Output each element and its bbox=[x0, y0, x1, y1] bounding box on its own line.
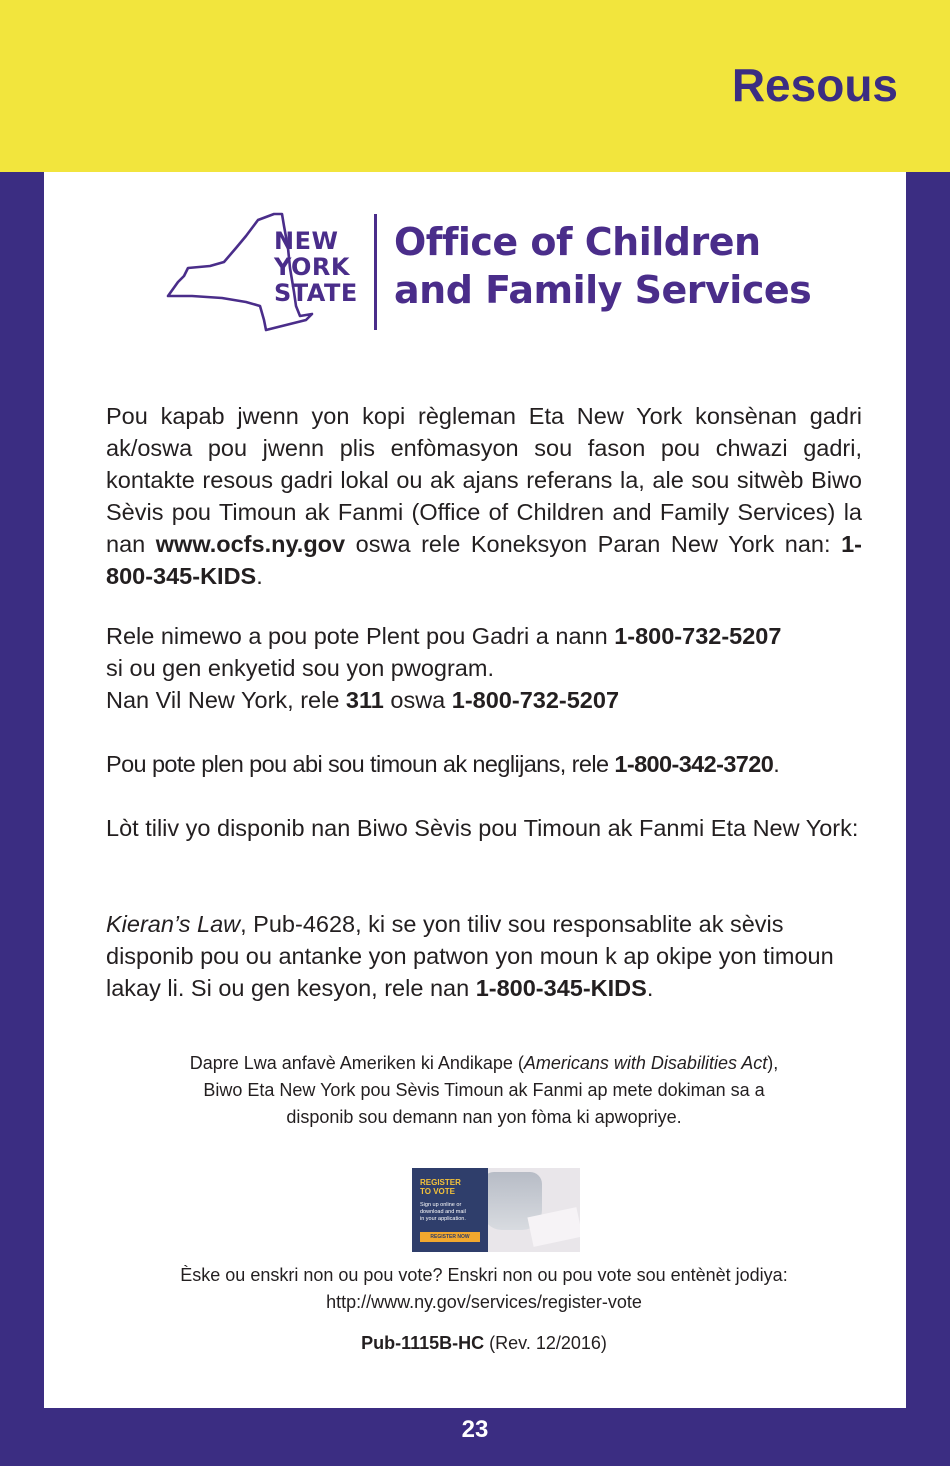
phone-number: 1-800-342-3720 bbox=[614, 751, 774, 777]
paragraph-other-booklets: Lòt tiliv yo disponib nan Biwo Sèvis pou Timoun ak Fanmi Eta New York: bbox=[106, 815, 859, 841]
header-bar bbox=[0, 0, 950, 172]
paragraph-abuse-hotline: Pou pote plen pou abi sou timoun ak neglijans, rele 1-800-342-3720. bbox=[106, 751, 780, 777]
logo-state-name: NEW YORK STATE bbox=[274, 227, 358, 307]
register-now-button[interactable]: REGISTER NOW bbox=[420, 1232, 480, 1242]
phone-number: 1-800-345-KIDS bbox=[475, 975, 647, 1001]
publication-id: Pub-1115B-HC (Rev. 12/2016) bbox=[361, 1333, 607, 1353]
logo-divider bbox=[374, 214, 377, 330]
phone-number: 1-800-732-5207 bbox=[614, 623, 782, 649]
page-number: 23 bbox=[461, 1416, 489, 1443]
banner-heading: REGISTER TO VOTE bbox=[420, 1178, 461, 1196]
phone-number: 311 bbox=[345, 687, 384, 713]
website-link[interactable]: www.ocfs.ny.gov bbox=[155, 531, 346, 557]
voter-registration-note: Èske ou enskri non ou pou vote? Enskri non ou pou vote sou entènèt jodiya: http://www.ny.gov/services/register-vote bbox=[180, 1265, 788, 1312]
phone-number: 1-800-732-5207 bbox=[451, 687, 620, 713]
booklet-title: Kieran’s Law bbox=[106, 911, 241, 937]
phone-number: 1-800-345-KIDS bbox=[106, 531, 862, 589]
content-panel bbox=[44, 172, 906, 1408]
logo-office-name: Office of Children and Family Services bbox=[394, 220, 812, 312]
ada-notice: Dapre Lwa anfavè Ameriken ki Andikape (Americans with Disabilities Act), Biwo Eta New York pou Sèvis Timoun ak Fanmi ap mete dokiman sa a disponib sou demann nan yon fòma ki apwopriye. bbox=[189, 1053, 779, 1127]
paragraph-complaint-line: Rele nimewo a pou pote Plent pou Gadri a nann 1-800-732-5207 si ou gen enkyetid sou yon pwogram. Nan Vil New York, rele 311 oswa 1-800-732-5207 bbox=[106, 623, 782, 713]
register-to-vote-banner[interactable] bbox=[412, 1168, 580, 1252]
ocfs-logo bbox=[162, 210, 822, 334]
paragraph-child-care-info: Pou kapab jwenn yon kopi règleman Eta New York konsènan gadri ak/oswa pou jwenn plis enfòmasyon sou fason pou chwazi gadri, kontakte resous gadri lokal ou ak ajans referans la, ale sou sitwèb Biwo Sèvis pou Timoun ak Fanmi (Office of Children and Family Services) la nan www.ocfs.ny.gov oswa rele Koneksyon Paran New York nan: 1-800-345-KIDS. bbox=[106, 403, 862, 589]
page-title: Resous bbox=[731, 59, 898, 111]
register-vote-link[interactable]: http://www.ny.gov/services/register-vote bbox=[326, 1292, 642, 1312]
banner-subtext: Sign up online or download and mail in your application. bbox=[420, 1202, 466, 1222]
banner-panel bbox=[412, 1168, 488, 1252]
paragraph-kierans-law: Kieran’s Law, Pub-4628, ki se yon tiliv sou responsablite ak sèvis disponib pou ou antanke yon patwon yon moun k ap okipe yon timoun lakay li. Si ou gen kesyon, rele nan 1-800-345-KIDS. bbox=[106, 911, 834, 1001]
